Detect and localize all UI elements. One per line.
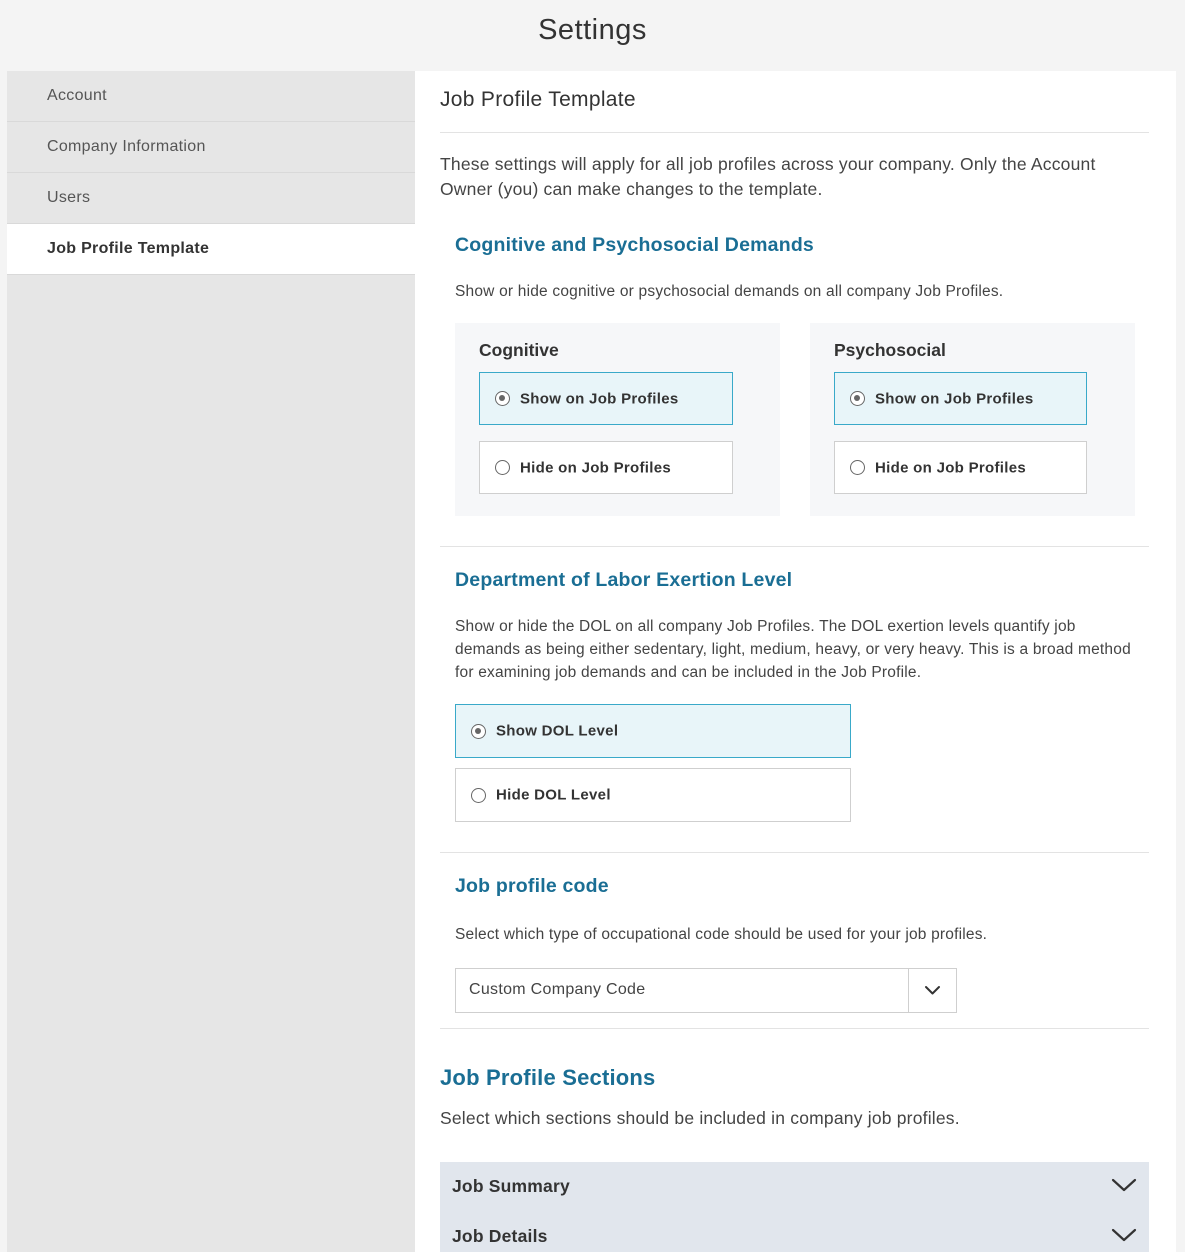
main-panel (415, 71, 1176, 1252)
radio-selected-icon (850, 391, 865, 406)
sidebar-item-users[interactable]: Users (7, 173, 415, 224)
sidebar-item-account[interactable]: Account (7, 71, 415, 122)
cognitive-panel (455, 323, 780, 516)
code-section-heading: Job profile code (455, 875, 609, 897)
psychosocial-panel (810, 323, 1135, 516)
chevron-down-icon[interactable] (924, 982, 941, 999)
occupational-code-select[interactable] (455, 968, 957, 1013)
dol-section-description: Show or hide the DOL on all company Job Profiles. The DOL exertion levels quantify job demands as being either sedentary, light, medium, heavy, or very heavy. This is a broad method for examining job demands and can be included in the Job Profile. (455, 618, 1131, 681)
chevron-down-icon[interactable] (1111, 1176, 1137, 1194)
option-label: Hide on Job Profiles (875, 459, 1027, 476)
radio-unselected-icon (495, 460, 510, 475)
option-label: Hide DOL Level (496, 786, 611, 804)
code-section-description: Select which type of occupational code should be used for your job profiles. (455, 926, 988, 943)
psychosocial-hide-option[interactable] (834, 441, 1087, 494)
accordion-label: Job Summary (452, 1176, 570, 1196)
chevron-down-icon[interactable] (1111, 1226, 1137, 1244)
cognitive-show-option[interactable] (479, 372, 733, 425)
dol-show-option[interactable] (455, 704, 851, 758)
option-label: Show DOL Level (496, 722, 619, 740)
sidebar-item-company-information[interactable]: Company Information (7, 122, 415, 173)
radio-selected-icon (471, 724, 486, 739)
cognitive-hide-option[interactable] (479, 441, 733, 494)
dol-hide-option[interactable] (455, 768, 851, 822)
intro-text: These settings will apply for all job profiles across your company. Only the Account Owner (you) can make changes to the template. (440, 154, 1096, 199)
divider (440, 132, 1149, 133)
sections-description: Select which sections should be included in company job profiles. (440, 1108, 960, 1128)
psychosocial-show-option[interactable] (834, 372, 1087, 425)
select-divider (908, 969, 909, 1012)
select-value: Custom Company Code (469, 981, 646, 998)
option-label: Hide on Job Profiles (520, 459, 672, 476)
sidebar-item-job-profile-template[interactable]: Job Profile Template (7, 224, 415, 275)
cognitive-section-description: Show or hide cognitive or psychosocial demands on all company Job Profiles. (455, 283, 1004, 300)
divider (440, 852, 1149, 853)
accordion-job-details[interactable] (440, 1212, 1149, 1252)
divider (440, 546, 1149, 547)
option-label: Show on Job Profiles (520, 390, 679, 407)
radio-selected-icon (495, 391, 510, 406)
radio-unselected-icon (850, 460, 865, 475)
settings-sidebar (7, 71, 415, 1252)
cognitive-section-heading: Cognitive and Psychosocial Demands (455, 234, 814, 256)
accordion-label: Job Details (452, 1226, 548, 1246)
option-label: Show on Job Profiles (875, 390, 1034, 407)
accordion-job-summary[interactable] (440, 1162, 1149, 1212)
cognitive-panel-title: Cognitive (479, 340, 559, 360)
radio-unselected-icon (471, 788, 486, 803)
sections-heading: Job Profile Sections (440, 1065, 656, 1090)
section-title: Job Profile Template (440, 88, 636, 111)
dol-section-heading: Department of Labor Exertion Level (455, 569, 793, 591)
page-title: Settings (538, 14, 647, 46)
psychosocial-panel-title: Psychosocial (834, 340, 946, 360)
divider (440, 1028, 1149, 1029)
